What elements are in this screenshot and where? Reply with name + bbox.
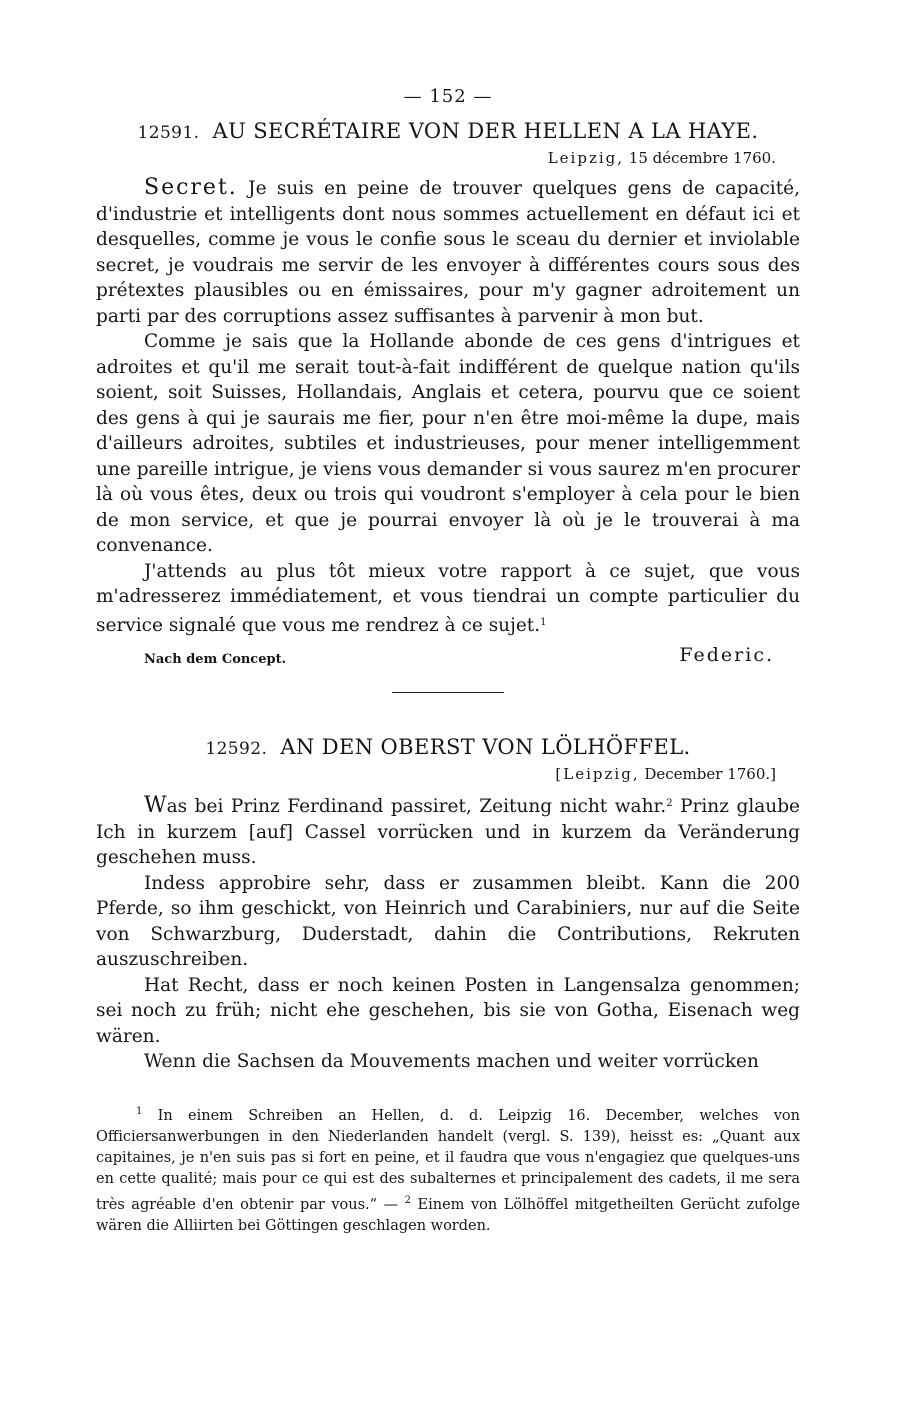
footnote-text: Einem von Lölhöffel mitgetheilten Gerücht zufolge wären die Alliirten bei Göttingen geschlagen worden.	[96, 1196, 801, 1234]
paragraph-text: Je suis en peine de trouver quelques gens de capacité, d'industrie et intelligents dont nous sommes actuellement en défaut ici et desquelles, comme je vous le confie sous le sceau du dernier et inviolable secret, je voudrais me servir de les envoyer à différentes cours sous des prétextes plausibles ou en émissaires, pour m'y gagner adroitement un parti par des corruptions assez suffisantes à parvenir à mon but.	[96, 178, 800, 327]
letter-heading	[96, 735, 800, 759]
signature-row	[96, 642, 800, 676]
footnote-text: In einem Schreiben an Hellen, d. d. Leipzig 16. December, welches von Officiersanwerbungen in den Niederlanden handelt (vergl. S. 139), heisst es: „Quant aux capitaines, je n'en suis pas si fort en peine, et il faudra que vous n'engagiez que quelques-uns en cette qualité; mais pour ce qui est des subalternes et principalement des cadets, il me sera très agréable d'en obtenir par vous.“ —	[96, 1107, 800, 1213]
letter-paragraph	[96, 559, 800, 639]
footnote-mark: 1	[540, 616, 547, 628]
letter-place-date	[96, 149, 776, 167]
lead-word: Secret.	[144, 175, 238, 200]
footnote-number: 2	[404, 1194, 411, 1206]
paragraph-text: as bei Prinz Ferdinand passiret, Zeitung nicht wahr.	[166, 796, 667, 817]
letter-paragraph	[96, 791, 800, 871]
footnote	[96, 1101, 800, 1237]
lead-letter: W	[144, 793, 167, 818]
signature: Federic.	[679, 644, 774, 666]
paragraph-text: Prinz glaube Ich in kurzem [auf] Cassel vorrücken und in kurzem da Veränderung geschehen muss.	[96, 796, 800, 868]
footnotes	[96, 1101, 800, 1237]
letter-heading	[96, 119, 800, 143]
letter-place-date	[96, 765, 776, 783]
footnote-mark: 2	[666, 798, 673, 809]
letter-place: Leipzig,	[547, 149, 625, 167]
letter-date: December 1760.]	[644, 765, 776, 783]
letter-number: 12592.	[205, 739, 268, 759]
footnote-number: 1	[136, 1105, 143, 1117]
letter-number: 12591.	[137, 123, 200, 143]
letter-place: [Leipzig,	[555, 765, 640, 783]
source-note: Nach dem Concept.	[144, 652, 287, 667]
letter-paragraph: Wenn die Sachsen da Mouvements machen und weiter vorrücken	[144, 1051, 759, 1072]
document-page	[96, 86, 800, 1237]
page-number: — 152 —	[403, 86, 493, 107]
letter-paragraph: Comme je sais que la Hollande abonde de ces gens d'intrigues et adroites et qu'il me serait tout-à-fait indifférent de quelque nation qu'ils soient, soit Suisses, Hollandais, Anglais et cetera, pourvu que ce soient des gens à qui je saurais me fier, pour n'en être moi-même la dupe, mais d'ailleurs adroites, subtiles et industrieuses, pour mener intelligemment une pareille intrigue, je viens vous demander si vous saurez m'en procurer là où vous êtes, deux ou trois qui voudront s'employer à cela pour le bien de mon service, et que je pourrai envoyer là où je le trouverai à ma convenance.	[96, 331, 800, 556]
letter-paragraph	[96, 175, 800, 329]
letter-date: 15 décembre 1760.	[628, 149, 776, 167]
paragraph-text: J'attends au plus tôt mieux votre rapport à ce sujet, que vous m'adresserez immédiatement, et vous tiendrai un compte particulier du service signalé que vous me rendrez à ce sujet.	[96, 560, 800, 636]
letter-paragraph: Hat Recht, dass er noch keinen Posten in Langensalza genommen; sei noch zu früh; nicht ehe geschehen, bis sie von Gotha, Eisenach weg wären.	[96, 974, 800, 1047]
section-divider	[392, 692, 504, 693]
letter-title: AN DEN OBERST VON LÖLHÖFFEL.	[280, 735, 691, 759]
letter-title: AU SECRÉTAIRE VON DER HELLEN A LA HAYE.	[212, 119, 759, 143]
letter-paragraph: Indess approbire sehr, dass er zusammen bleibt. Kann die 200 Pferde, so ihm geschickt, von Heinrich und Carabiniers, nur auf die Seite von Schwarzburg, Duderstadt, dahin die Contributions, Rekruten auszuschreiben.	[96, 872, 800, 970]
